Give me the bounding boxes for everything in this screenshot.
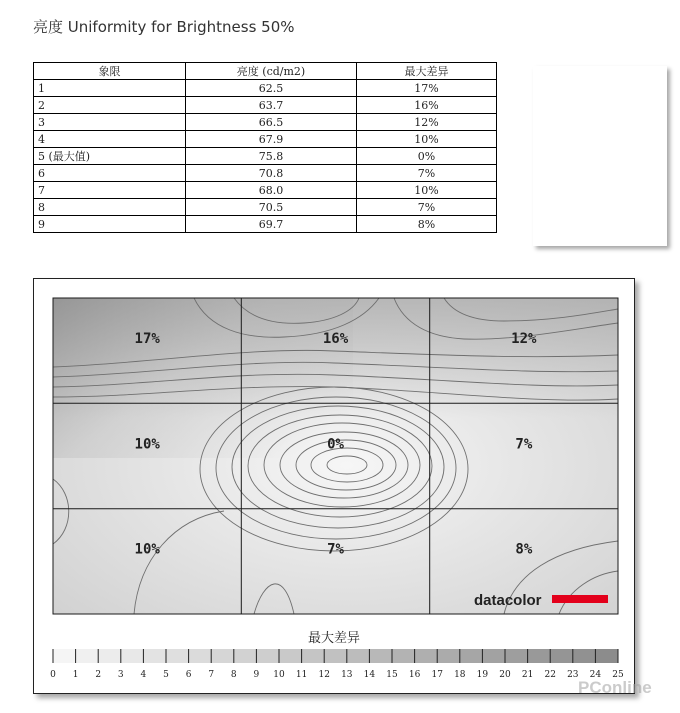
diff-cell: 7% (357, 199, 497, 216)
legend-tick-label: 23 (567, 670, 579, 680)
legend-tick-label: 22 (544, 670, 556, 680)
diff-cell: 0% (357, 148, 497, 165)
legend-tick-label: 3 (117, 670, 124, 680)
legend-swatch (482, 649, 505, 663)
diff-cell: 17% (357, 80, 497, 97)
legend-swatch (528, 649, 551, 663)
diff-cell: 12% (357, 114, 497, 131)
legend-swatch (573, 649, 596, 663)
luminance-cell: 62.5 (186, 80, 357, 97)
zone-cell: 6 (34, 165, 186, 182)
table-body (34, 80, 497, 233)
luminance-cell: 70.8 (186, 165, 357, 182)
table-header-row (34, 63, 497, 80)
header-zone: 象限 (34, 63, 186, 80)
zone-cell: 1 (34, 80, 186, 97)
legend-swatch (392, 649, 415, 663)
diff-cell: 10% (357, 182, 497, 199)
watermark (578, 678, 652, 698)
uniformity-table-wrap (33, 62, 497, 233)
uniformity-heatmap (34, 279, 634, 693)
zone-cell: 8 (34, 199, 186, 216)
luminance-cell: 66.5 (186, 114, 357, 131)
legend-swatch (98, 649, 121, 663)
table-row (34, 148, 497, 165)
legend-tick-label: 16 (408, 670, 421, 680)
zone-label: 12% (511, 331, 537, 347)
zone-label: 16% (322, 331, 349, 347)
diff-cell: 8% (357, 216, 497, 233)
legend-swatch (437, 649, 460, 663)
legend-tick-label: 6 (185, 670, 192, 680)
zone-cell: 5 (最大值) (34, 148, 186, 165)
legend-swatch (53, 649, 76, 663)
header-diff: 最大差异 (357, 63, 497, 80)
legend-tick-label: 20 (499, 670, 511, 680)
table-row (34, 114, 497, 131)
logo-bar (552, 595, 608, 603)
legend-tick-label: 21 (521, 670, 534, 680)
table-row (34, 97, 497, 114)
zone-cell: 9 (34, 216, 186, 233)
legend-tick-label: 19 (476, 670, 489, 680)
legend-swatch (143, 649, 166, 663)
legend-tick-label: 7 (208, 670, 215, 680)
zone-cell: 2 (34, 97, 186, 114)
legend-tick-label: 1 (72, 670, 79, 680)
zone-cell: 7 (34, 182, 186, 199)
watermark-text: PConline (578, 678, 652, 697)
zone-label: 0% (327, 436, 344, 453)
zone-cell: 4 (34, 131, 186, 148)
legend-tick-label: 4 (140, 670, 147, 680)
table-row (34, 182, 497, 199)
legend-tick-label: 17 (431, 670, 443, 680)
legend-swatch (189, 649, 212, 663)
table-row (34, 165, 497, 182)
logo-text: datacolor (474, 592, 542, 609)
legend-swatch (324, 649, 347, 663)
legend-tick-label: 25 (612, 670, 624, 680)
zone-label: 10% (134, 541, 160, 558)
legend-swatch (505, 649, 528, 663)
luminance-cell: 69.7 (186, 216, 357, 233)
zone-label: 8% (515, 541, 533, 558)
legend-swatch (76, 649, 99, 663)
luminance-cell: 70.5 (186, 199, 357, 216)
legend-tick-label: 0 (50, 670, 56, 680)
legend-swatch (347, 649, 370, 663)
legend-swatch (460, 649, 483, 663)
legend-tick-label: 8 (230, 670, 237, 680)
legend-swatch (550, 649, 573, 663)
zone-cell: 3 (34, 114, 186, 131)
luminance-cell: 63.7 (186, 97, 357, 114)
legend-swatch (595, 649, 618, 663)
legend-tick-label: 11 (295, 670, 308, 680)
legend-swatch (302, 649, 325, 663)
uniformity-chart-frame (33, 278, 635, 694)
legend-swatch (166, 649, 189, 663)
legend-tick-label: 2 (95, 670, 102, 680)
table-row (34, 216, 497, 233)
diff-cell: 10% (357, 131, 497, 148)
zone-label: 7% (327, 541, 344, 558)
legend-scale (50, 649, 624, 680)
table-shadow (533, 66, 667, 246)
legend-swatch (369, 649, 392, 663)
legend-tick-label: 24 (589, 670, 602, 680)
legend-swatch (121, 649, 144, 663)
legend-swatch (415, 649, 438, 663)
diff-cell: 7% (357, 165, 497, 182)
uniformity-table (33, 62, 497, 233)
legend-swatch (211, 649, 234, 663)
legend-title: 最大差异 (307, 631, 361, 646)
legend-tick-label: 9 (253, 670, 260, 680)
legend-swatch (256, 649, 279, 663)
zone-label: 17% (134, 331, 160, 347)
header-luminance: 亮度 (cd/m2) (186, 63, 357, 80)
legend-tick-label: 13 (341, 670, 353, 680)
diff-cell: 16% (357, 97, 497, 114)
zone-label: 7% (515, 436, 533, 453)
luminance-cell: 68.0 (186, 182, 357, 199)
luminance-cell: 67.9 (186, 131, 357, 148)
legend-tick-label: 12 (318, 670, 330, 680)
legend-swatch (279, 649, 302, 663)
luminance-cell: 75.8 (186, 148, 357, 165)
legend-tick-label: 10 (273, 670, 285, 680)
zone-label: 10% (134, 436, 160, 453)
legend-tick-label: 15 (386, 670, 398, 680)
table-row (34, 80, 497, 97)
legend-tick-label: 18 (454, 670, 466, 680)
table-row (34, 199, 497, 216)
page-title: 亮度 Uniformity for Brightness 50% (33, 18, 295, 36)
legend-swatch (234, 649, 257, 663)
legend-tick-label: 14 (363, 670, 376, 680)
legend-tick-label: 5 (163, 670, 169, 680)
table-row (34, 131, 497, 148)
